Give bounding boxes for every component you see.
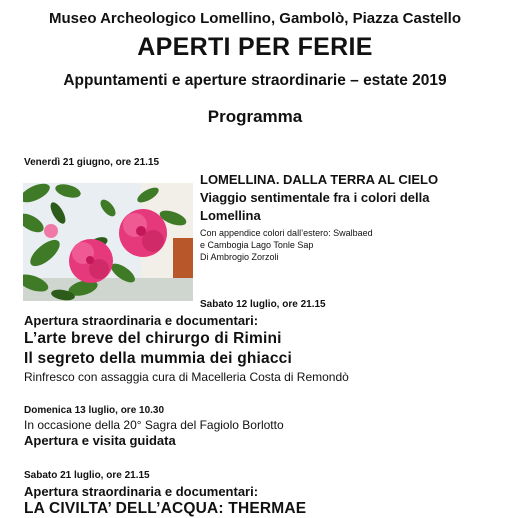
event-2-film-2: Il segreto della mummia dei ghiacci xyxy=(24,350,293,367)
event-1-detail-1: Con appendice colori dall’estero: Swalbaed xyxy=(200,228,373,238)
flower-image-icon xyxy=(23,183,193,301)
event-2-note: Rinfresco con assaggia cura di Macelleria Costa di Remondò xyxy=(24,370,349,384)
event-1-title-line-3: Lomellina xyxy=(200,208,261,223)
event-2-film-1: L’arte breve del chirurgo di Rimini xyxy=(24,330,282,347)
museum-name: Museo Archeologico Lomellino, Gambolò, Piazza Castello xyxy=(48,10,461,27)
event-1-detail-2: e Cambogia Lago Tonle Sap xyxy=(200,240,314,250)
event-3-heading: Apertura e visita guidata xyxy=(24,433,176,448)
event-3-occasion: In occasione della 20° Sagra del Fagiolo Borlotto xyxy=(24,418,284,432)
event-1-detail-3: Di Ambrogio Zorzoli xyxy=(200,252,279,262)
event-3-date: Domenica 13 luglio, ore 10.30 xyxy=(24,405,165,416)
event-1-date: Venerdì 21 giugno, ore 21.15 xyxy=(24,157,160,168)
event-2-date: Sabato 12 luglio, ore 21.15 xyxy=(200,299,326,310)
event-2-heading: Apertura straordinaria e documentari: xyxy=(24,313,259,328)
event-1-title-line-2: Viaggio sentimentale fra i colori della xyxy=(200,190,430,205)
event-4-date: Sabato 21 luglio, ore 21.15 xyxy=(24,470,150,481)
program-heading: Programma xyxy=(207,107,303,126)
poster-subtitle: Appuntamenti e aperture straordinarie – estate 2019 xyxy=(63,72,447,89)
poster-title: APERTI PER FERIE xyxy=(137,33,373,61)
event-1-title-line-1: LOMELLINA. DALLA TERRA AL CIELO xyxy=(200,172,439,187)
flowers-photo xyxy=(23,183,193,301)
event-4-heading: Apertura straordinaria e documentari: xyxy=(24,484,259,499)
event-4-film-1: LA CIVILTA’ DELL’ACQUA: THERMAE xyxy=(24,500,307,517)
